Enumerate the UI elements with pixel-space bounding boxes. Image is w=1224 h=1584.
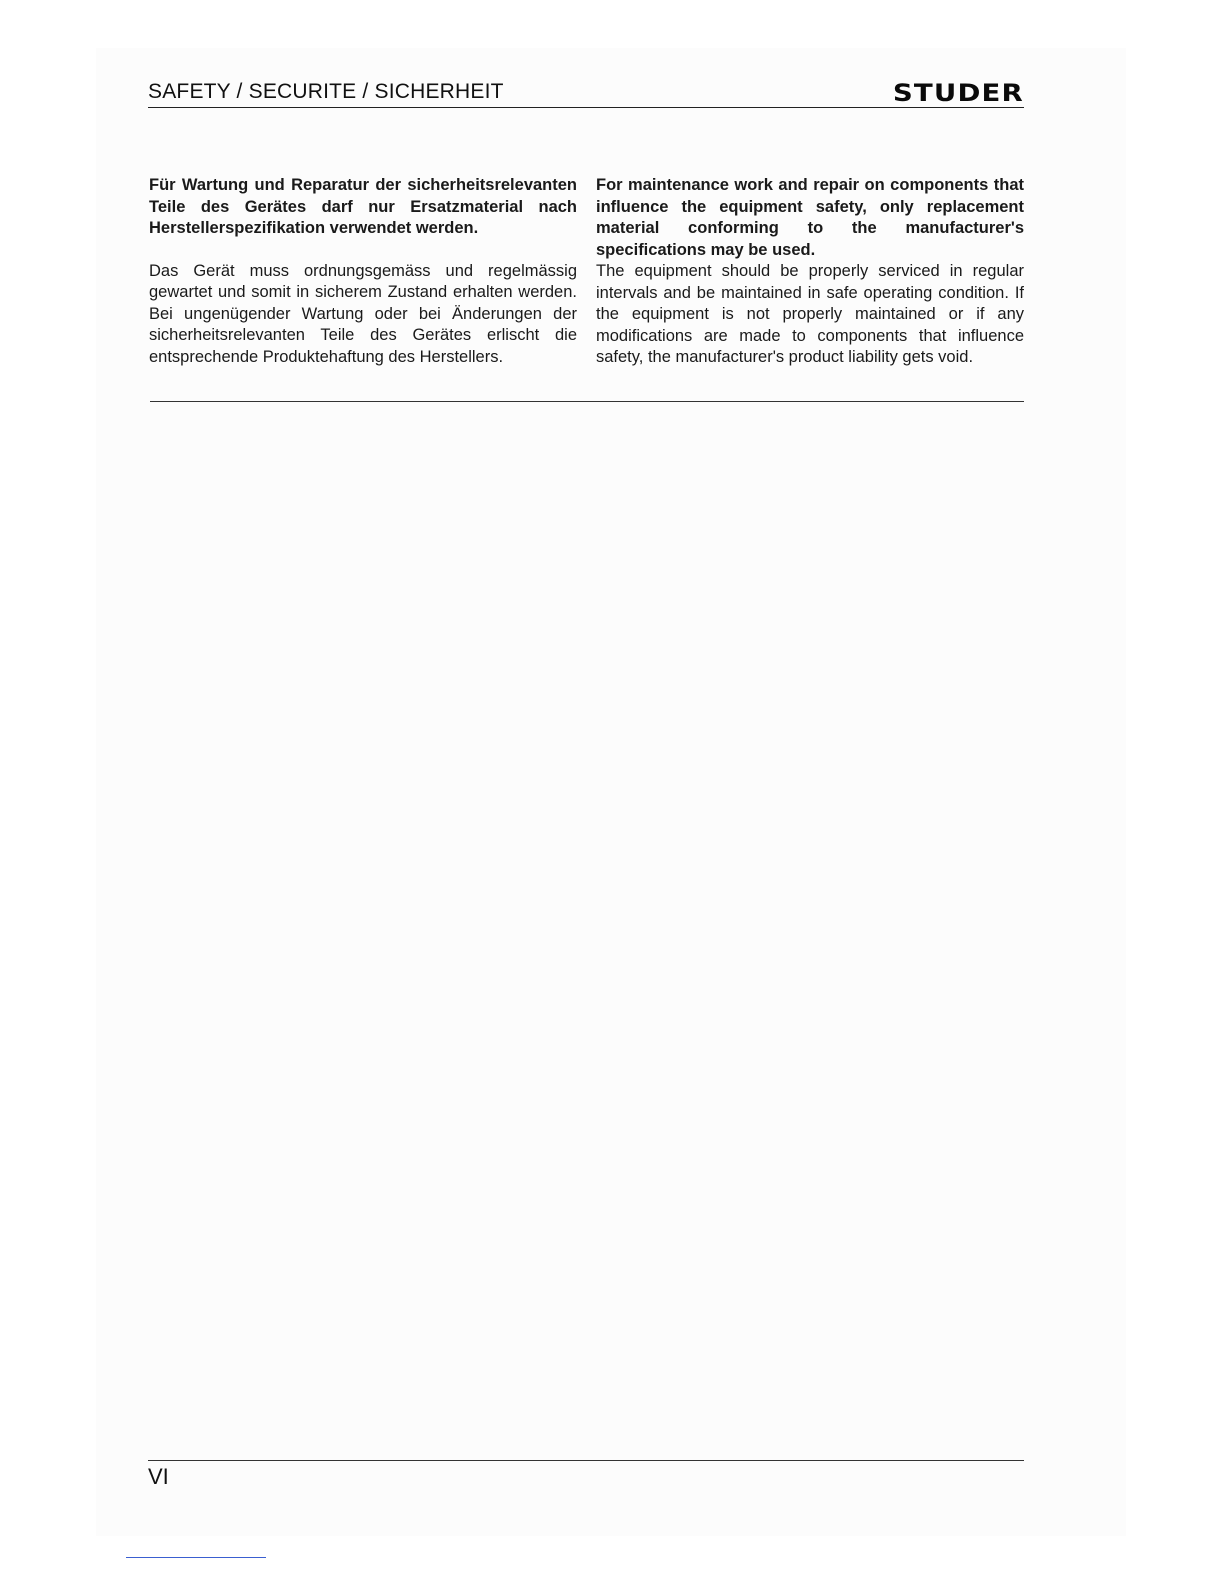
english-service-text: The equipment should be properly serviced in regular intervals and be maintained in safe operating condition. If the equipment is not properly maintained or if any modifications are made to components that influence safety, the manufacturer's product liability gets void.: [596, 262, 1024, 366]
header-divider: [148, 107, 1024, 108]
content-divider: [150, 401, 1024, 402]
german-column: [149, 175, 577, 368]
german-service-text: Das Gerät muss ordnungsgemäss und regelmässig gewartet und somit in sicherem Zustand erhalten werden. Bei ungenügender Wartung oder bei Änderungen der sicherheitsrelevanten Teile des Gerätes erlischt die entsprechende Produktehaftung des Herstellers.: [149, 261, 577, 366]
link-underline: [126, 1557, 266, 1558]
footer-divider: [148, 1460, 1024, 1461]
english-maintenance-notice: For maintenance work and repair on components that influence the equipment safety, only replacement material conforming to the manufacturer's specifications may be used.: [596, 176, 1024, 259]
section-title: SAFETY / SECURITE / SICHERHEIT: [148, 80, 504, 103]
page-header: [148, 80, 1024, 108]
german-maintenance-notice: Für Wartung und Reparatur der sicherheitsrelevanten Teile des Gerätes darf nur Ersatzmaterial nach Herstellerspezifikation verwendet werden.: [149, 176, 577, 237]
page-number: VI: [148, 1464, 169, 1489]
english-column: [596, 175, 1024, 369]
brand-logo: STUDER: [892, 79, 1024, 107]
